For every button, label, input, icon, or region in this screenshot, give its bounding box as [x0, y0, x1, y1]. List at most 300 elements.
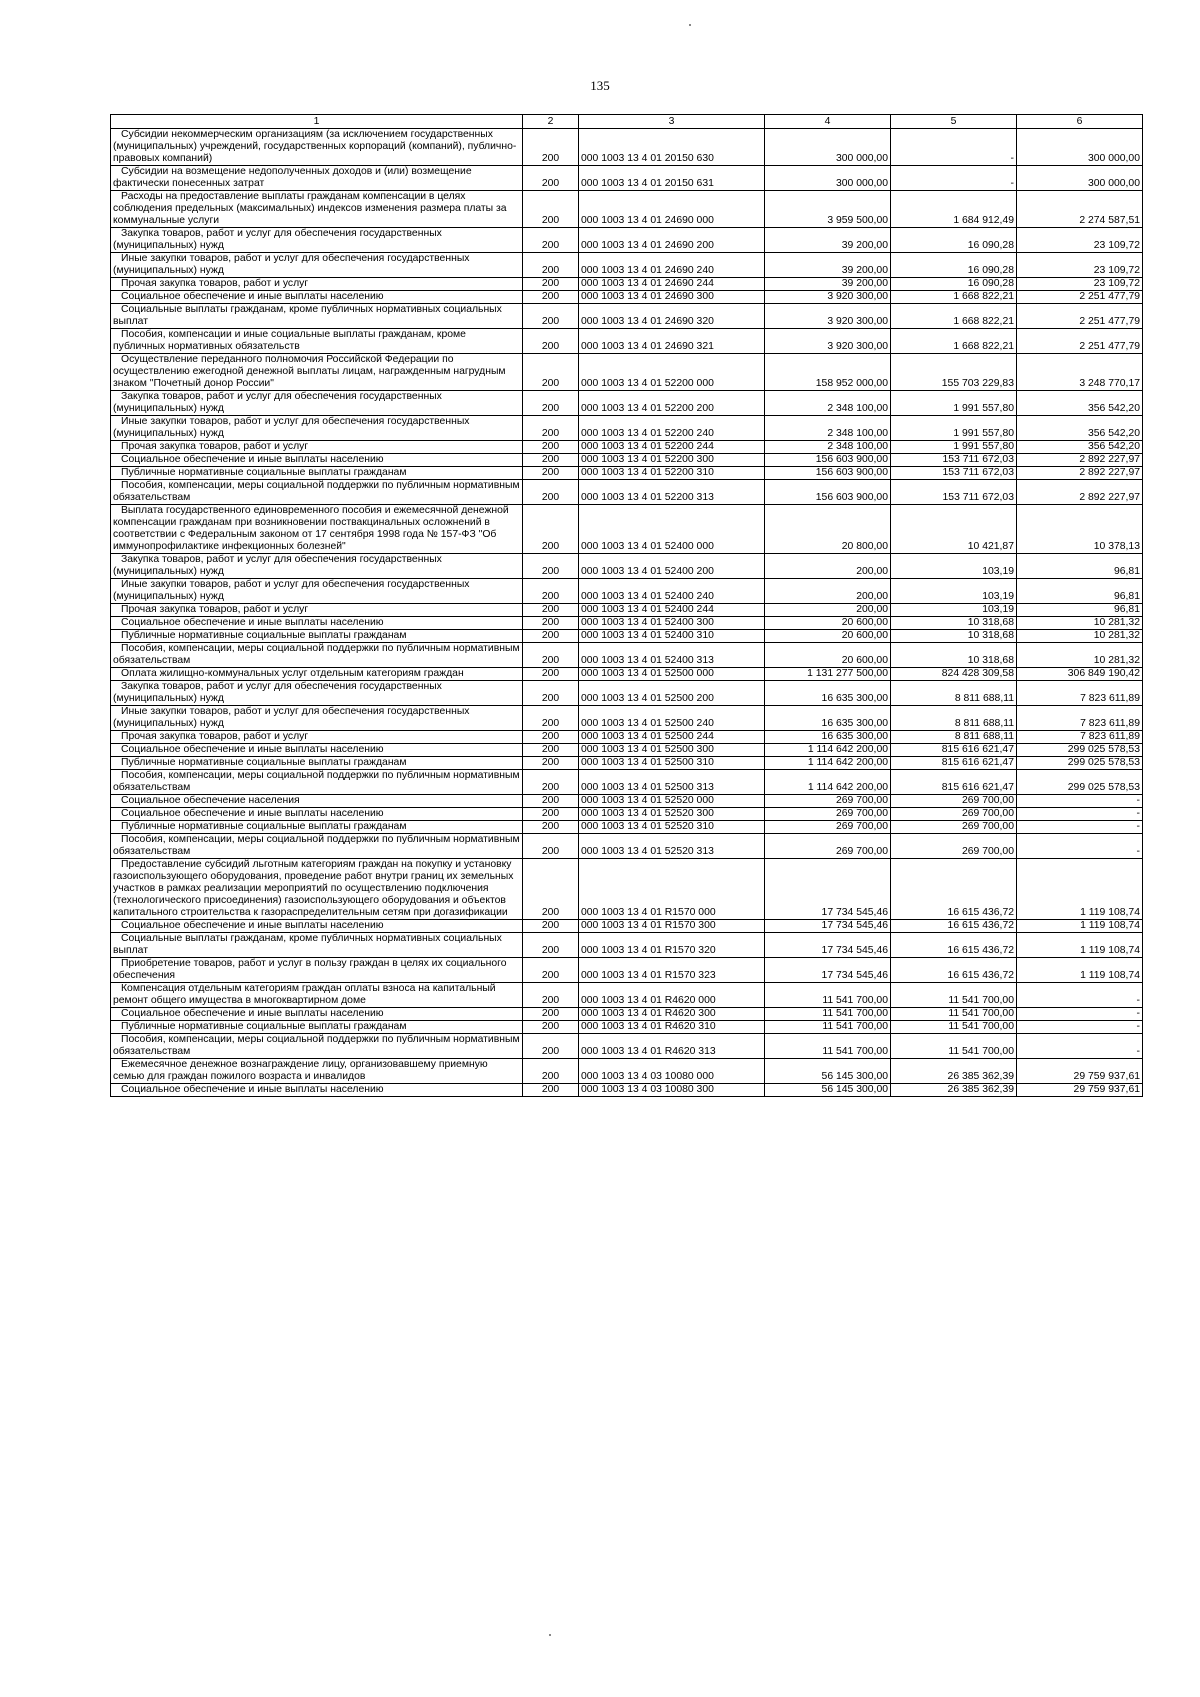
- row-description: Приобретение товаров, работ и услуг в пользу граждан в целях их социального обеспечения: [111, 958, 523, 983]
- budget-execution-table: [110, 114, 1143, 1097]
- row-line-code: 200: [523, 668, 579, 681]
- row-description: Пособия, компенсации, меры социальной поддержки по публичным нормативным обязательствам: [111, 834, 523, 859]
- row-unexecuted-amount: 96,81: [1017, 579, 1143, 604]
- row-executed-amount: 1 991 557,80: [891, 416, 1017, 441]
- table-row: [111, 834, 1143, 859]
- row-unexecuted-amount: 1 119 108,74: [1017, 933, 1143, 958]
- scan-speck: [689, 24, 691, 26]
- row-budget-code: 000 1003 13 4 01 52200 240: [579, 416, 765, 441]
- row-description: Социальные выплаты гражданам, кроме публичных нормативных социальных выплат: [111, 933, 523, 958]
- row-description: Социальное обеспечение и иные выплаты населению: [111, 291, 523, 304]
- row-description: Социальное обеспечение и иные выплаты населению: [111, 808, 523, 821]
- table-row: [111, 744, 1143, 757]
- table-row: [111, 278, 1143, 291]
- row-unexecuted-amount: 299 025 578,53: [1017, 770, 1143, 795]
- row-budget-code: 000 1003 13 4 01 24690 000: [579, 191, 765, 228]
- row-unexecuted-amount: 3 248 770,17: [1017, 354, 1143, 391]
- row-approved-amount: 3 920 300,00: [765, 329, 891, 354]
- row-budget-code: 000 1003 13 4 01 52520 000: [579, 795, 765, 808]
- row-approved-amount: 11 541 700,00: [765, 1008, 891, 1021]
- row-executed-amount: 11 541 700,00: [891, 1021, 1017, 1034]
- row-budget-code: 000 1003 13 4 01 52200 300: [579, 454, 765, 467]
- row-unexecuted-amount: 10 281,32: [1017, 643, 1143, 668]
- row-unexecuted-amount: -: [1017, 834, 1143, 859]
- column-number-1: 1: [111, 115, 523, 129]
- row-approved-amount: 200,00: [765, 604, 891, 617]
- table-row: [111, 643, 1143, 668]
- row-executed-amount: 10 318,68: [891, 630, 1017, 643]
- row-budget-code: 000 1003 13 4 01 24690 320: [579, 304, 765, 329]
- row-unexecuted-amount: 10 281,32: [1017, 630, 1143, 643]
- row-budget-code: 000 1003 13 4 01 24690 300: [579, 291, 765, 304]
- table-row: [111, 129, 1143, 166]
- row-description: Компенсация отдельным категориям граждан оплаты взноса на капитальный ремонт общего имущества в многоквартирном доме: [111, 983, 523, 1008]
- row-budget-code: 000 1003 13 4 01 52500 310: [579, 757, 765, 770]
- row-approved-amount: 1 114 642 200,00: [765, 770, 891, 795]
- row-line-code: 200: [523, 744, 579, 757]
- table-row: [111, 228, 1143, 253]
- row-line-code: 200: [523, 681, 579, 706]
- row-budget-code: 000 1003 13 4 01 R1570 320: [579, 933, 765, 958]
- row-unexecuted-amount: 10 378,13: [1017, 505, 1143, 554]
- row-executed-amount: 10 318,68: [891, 643, 1017, 668]
- row-line-code: 200: [523, 706, 579, 731]
- row-approved-amount: 17 734 545,46: [765, 958, 891, 983]
- row-approved-amount: 1 131 277 500,00: [765, 668, 891, 681]
- row-budget-code: 000 1003 13 4 01 24690 200: [579, 228, 765, 253]
- row-approved-amount: 16 635 300,00: [765, 731, 891, 744]
- row-executed-amount: 10 421,87: [891, 505, 1017, 554]
- table-row: [111, 808, 1143, 821]
- row-description: Закупка товаров, работ и услуг для обеспечения государственных (муниципальных) нужд: [111, 681, 523, 706]
- table-row: [111, 1021, 1143, 1034]
- row-description: Пособия, компенсации, меры социальной поддержки по публичным нормативным обязательствам: [111, 480, 523, 505]
- table-header: [111, 115, 1143, 129]
- row-approved-amount: 20 800,00: [765, 505, 891, 554]
- row-line-code: 200: [523, 191, 579, 228]
- row-line-code: 200: [523, 643, 579, 668]
- row-unexecuted-amount: -: [1017, 983, 1143, 1008]
- row-executed-amount: 103,19: [891, 554, 1017, 579]
- row-executed-amount: 1 684 912,49: [891, 191, 1017, 228]
- row-description: Социальные выплаты гражданам, кроме публичных нормативных социальных выплат: [111, 304, 523, 329]
- row-approved-amount: 2 348 100,00: [765, 391, 891, 416]
- row-executed-amount: 16 090,28: [891, 278, 1017, 291]
- row-unexecuted-amount: 10 281,32: [1017, 617, 1143, 630]
- row-approved-amount: 11 541 700,00: [765, 1021, 891, 1034]
- row-unexecuted-amount: 7 823 611,89: [1017, 731, 1143, 744]
- row-description: Прочая закупка товаров, работ и услуг: [111, 731, 523, 744]
- table-row: [111, 166, 1143, 191]
- row-budget-code: 000 1003 13 4 01 52400 200: [579, 554, 765, 579]
- row-executed-amount: 26 385 362,39: [891, 1059, 1017, 1084]
- row-approved-amount: 156 603 900,00: [765, 467, 891, 480]
- table-row: [111, 505, 1143, 554]
- row-line-code: 200: [523, 1034, 579, 1059]
- row-executed-amount: 1 991 557,80: [891, 391, 1017, 416]
- row-description: Социальное обеспечение и иные выплаты населению: [111, 454, 523, 467]
- row-line-code: 200: [523, 166, 579, 191]
- row-description: Публичные нормативные социальные выплаты гражданам: [111, 757, 523, 770]
- row-description: Закупка товаров, работ и услуг для обеспечения государственных (муниципальных) нужд: [111, 228, 523, 253]
- row-budget-code: 000 1003 13 4 01 52200 000: [579, 354, 765, 391]
- row-unexecuted-amount: -: [1017, 821, 1143, 834]
- row-approved-amount: 2 348 100,00: [765, 416, 891, 441]
- row-approved-amount: 20 600,00: [765, 643, 891, 668]
- row-line-code: 200: [523, 253, 579, 278]
- row-unexecuted-amount: -: [1017, 1021, 1143, 1034]
- row-executed-amount: 1 668 822,21: [891, 329, 1017, 354]
- row-line-code: 200: [523, 795, 579, 808]
- row-unexecuted-amount: -: [1017, 1034, 1143, 1059]
- row-approved-amount: 2 348 100,00: [765, 441, 891, 454]
- row-budget-code: 000 1003 13 4 01 24690 240: [579, 253, 765, 278]
- row-executed-amount: 153 711 672,03: [891, 467, 1017, 480]
- row-line-code: 200: [523, 834, 579, 859]
- row-budget-code: 000 1003 13 4 01 20150 631: [579, 166, 765, 191]
- row-line-code: 200: [523, 808, 579, 821]
- row-executed-amount: 153 711 672,03: [891, 454, 1017, 467]
- row-line-code: 200: [523, 454, 579, 467]
- row-budget-code: 000 1003 13 4 01 52400 000: [579, 505, 765, 554]
- row-line-code: 200: [523, 1021, 579, 1034]
- row-approved-amount: 56 145 300,00: [765, 1084, 891, 1097]
- row-line-code: 200: [523, 278, 579, 291]
- row-description: Пособия, компенсации, меры социальной поддержки по публичным нормативным обязательствам: [111, 770, 523, 795]
- row-approved-amount: 11 541 700,00: [765, 1034, 891, 1059]
- row-line-code: 200: [523, 304, 579, 329]
- row-approved-amount: 269 700,00: [765, 808, 891, 821]
- row-unexecuted-amount: -: [1017, 1008, 1143, 1021]
- row-description: Пособия, компенсации и иные социальные выплаты гражданам, кроме публичных нормативных обязательств: [111, 329, 523, 354]
- row-executed-amount: 1 668 822,21: [891, 291, 1017, 304]
- table-row: [111, 416, 1143, 441]
- row-approved-amount: 39 200,00: [765, 228, 891, 253]
- row-executed-amount: 815 616 621,47: [891, 744, 1017, 757]
- row-executed-amount: 155 703 229,83: [891, 354, 1017, 391]
- table-row: [111, 920, 1143, 933]
- row-line-code: 200: [523, 821, 579, 834]
- row-approved-amount: 20 600,00: [765, 630, 891, 643]
- row-approved-amount: 3 920 300,00: [765, 291, 891, 304]
- row-line-code: 200: [523, 416, 579, 441]
- row-executed-amount: 16 090,28: [891, 253, 1017, 278]
- table-row: [111, 630, 1143, 643]
- row-approved-amount: 20 600,00: [765, 617, 891, 630]
- row-unexecuted-amount: 300 000,00: [1017, 166, 1143, 191]
- row-unexecuted-amount: 7 823 611,89: [1017, 706, 1143, 731]
- row-unexecuted-amount: 29 759 937,61: [1017, 1084, 1143, 1097]
- row-executed-amount: 11 541 700,00: [891, 1034, 1017, 1059]
- row-line-code: 200: [523, 579, 579, 604]
- row-line-code: 200: [523, 630, 579, 643]
- row-approved-amount: 269 700,00: [765, 834, 891, 859]
- row-budget-code: 000 1003 13 4 01 52520 313: [579, 834, 765, 859]
- row-budget-code: 000 1003 13 4 01 52500 000: [579, 668, 765, 681]
- row-description: Расходы на предоставление выплаты гражданам компенсации в целях соблюдения предельных (максимальных) индексов изменения размера платы за коммунальные услуги: [111, 191, 523, 228]
- row-budget-code: 000 1003 13 4 01 52500 240: [579, 706, 765, 731]
- row-description: Оплата жилищно-коммунальных услуг отдельным категориям граждан: [111, 668, 523, 681]
- row-budget-code: 000 1003 13 4 01 52400 300: [579, 617, 765, 630]
- row-unexecuted-amount: 29 759 937,61: [1017, 1059, 1143, 1084]
- row-approved-amount: 1 114 642 200,00: [765, 744, 891, 757]
- row-executed-amount: 16 615 436,72: [891, 859, 1017, 920]
- row-budget-code: 000 1003 13 4 01 52520 300: [579, 808, 765, 821]
- row-executed-amount: 16 615 436,72: [891, 958, 1017, 983]
- table-row: [111, 731, 1143, 744]
- row-description: Пособия, компенсации, меры социальной поддержки по публичным нормативным обязательствам: [111, 643, 523, 668]
- row-budget-code: 000 1003 13 4 01 52400 240: [579, 579, 765, 604]
- row-description: Осуществление переданного полномочия Российской Федерации по осуществлению ежегодной денежной выплаты лицам, награжденным нагрудным знаком "Почетный донор России": [111, 354, 523, 391]
- row-line-code: 200: [523, 480, 579, 505]
- row-budget-code: 000 1003 13 4 01 52520 310: [579, 821, 765, 834]
- row-approved-amount: 200,00: [765, 579, 891, 604]
- row-unexecuted-amount: 356 542,20: [1017, 416, 1143, 441]
- row-line-code: 200: [523, 859, 579, 920]
- row-line-code: 200: [523, 958, 579, 983]
- table-row: [111, 291, 1143, 304]
- row-description: Закупка товаров, работ и услуг для обеспечения государственных (муниципальных) нужд: [111, 391, 523, 416]
- row-executed-amount: -: [891, 166, 1017, 191]
- row-description: Социальное обеспечение и иные выплаты населению: [111, 744, 523, 757]
- row-line-code: 200: [523, 617, 579, 630]
- row-line-code: 200: [523, 467, 579, 480]
- row-description: Субсидии на возмещение недополученных доходов и (или) возмещение фактически понесенных затрат: [111, 166, 523, 191]
- row-unexecuted-amount: -: [1017, 808, 1143, 821]
- row-approved-amount: 156 603 900,00: [765, 454, 891, 467]
- row-description: Пособия, компенсации, меры социальной поддержки по публичным нормативным обязательствам: [111, 1034, 523, 1059]
- row-executed-amount: 269 700,00: [891, 808, 1017, 821]
- row-budget-code: 000 1003 13 4 01 52500 313: [579, 770, 765, 795]
- row-description: Публичные нормативные социальные выплаты гражданам: [111, 821, 523, 834]
- row-budget-code: 000 1003 13 4 01 52400 244: [579, 604, 765, 617]
- row-unexecuted-amount: 1 119 108,74: [1017, 958, 1143, 983]
- table-row: [111, 441, 1143, 454]
- row-budget-code: 000 1003 13 4 01 R1570 000: [579, 859, 765, 920]
- table-row: [111, 191, 1143, 228]
- table-row: [111, 1084, 1143, 1097]
- table-row: [111, 617, 1143, 630]
- row-unexecuted-amount: 96,81: [1017, 554, 1143, 579]
- row-approved-amount: 269 700,00: [765, 795, 891, 808]
- row-line-code: 200: [523, 983, 579, 1008]
- row-line-code: 200: [523, 228, 579, 253]
- row-approved-amount: 16 635 300,00: [765, 706, 891, 731]
- row-approved-amount: 39 200,00: [765, 253, 891, 278]
- row-approved-amount: 16 635 300,00: [765, 681, 891, 706]
- table-row: [111, 933, 1143, 958]
- row-executed-amount: 26 385 362,39: [891, 1084, 1017, 1097]
- table-row: [111, 454, 1143, 467]
- column-number-2: 2: [523, 115, 579, 129]
- row-description: Иные закупки товаров, работ и услуг для обеспечения государственных (муниципальных) нужд: [111, 416, 523, 441]
- row-executed-amount: -: [891, 129, 1017, 166]
- row-budget-code: 000 1003 13 4 01 R1570 323: [579, 958, 765, 983]
- table-row: [111, 1008, 1143, 1021]
- row-executed-amount: 103,19: [891, 579, 1017, 604]
- row-unexecuted-amount: 23 109,72: [1017, 228, 1143, 253]
- table-row: [111, 354, 1143, 391]
- row-line-code: 200: [523, 505, 579, 554]
- row-budget-code: 000 1003 13 4 01 24690 321: [579, 329, 765, 354]
- row-budget-code: 000 1003 13 4 01 R4620 313: [579, 1034, 765, 1059]
- row-executed-amount: 11 541 700,00: [891, 1008, 1017, 1021]
- row-description: Прочая закупка товаров, работ и услуг: [111, 441, 523, 454]
- row-line-code: 200: [523, 770, 579, 795]
- table-row: [111, 821, 1143, 834]
- table-row: [111, 706, 1143, 731]
- column-number-5: 5: [891, 115, 1017, 129]
- row-approved-amount: 200,00: [765, 554, 891, 579]
- row-approved-amount: 300 000,00: [765, 166, 891, 191]
- row-line-code: 200: [523, 1059, 579, 1084]
- row-line-code: 200: [523, 604, 579, 617]
- table-row: [111, 757, 1143, 770]
- row-executed-amount: 269 700,00: [891, 795, 1017, 808]
- table-row: [111, 668, 1143, 681]
- row-unexecuted-amount: 356 542,20: [1017, 441, 1143, 454]
- row-unexecuted-amount: 2 251 477,79: [1017, 291, 1143, 304]
- row-unexecuted-amount: 2 892 227,97: [1017, 454, 1143, 467]
- row-unexecuted-amount: 7 823 611,89: [1017, 681, 1143, 706]
- table-row: [111, 681, 1143, 706]
- row-description: Иные закупки товаров, работ и услуг для обеспечения государственных (муниципальных) нужд: [111, 579, 523, 604]
- table-row: [111, 983, 1143, 1008]
- row-approved-amount: 56 145 300,00: [765, 1059, 891, 1084]
- row-budget-code: 000 1003 13 4 01 R4620 300: [579, 1008, 765, 1021]
- row-line-code: 200: [523, 1084, 579, 1097]
- row-budget-code: 000 1003 13 4 01 52500 244: [579, 731, 765, 744]
- row-executed-amount: 16 615 436,72: [891, 920, 1017, 933]
- row-budget-code: 000 1003 13 4 01 52500 300: [579, 744, 765, 757]
- row-description: Социальное обеспечение и иные выплаты населению: [111, 617, 523, 630]
- row-executed-amount: 815 616 621,47: [891, 757, 1017, 770]
- table-row: [111, 329, 1143, 354]
- row-approved-amount: 3 959 500,00: [765, 191, 891, 228]
- row-unexecuted-amount: 2 892 227,97: [1017, 480, 1143, 505]
- row-unexecuted-amount: 2 892 227,97: [1017, 467, 1143, 480]
- row-budget-code: 000 1003 13 4 01 52200 244: [579, 441, 765, 454]
- row-unexecuted-amount: 1 119 108,74: [1017, 920, 1143, 933]
- row-budget-code: 000 1003 13 4 01 R4620 000: [579, 983, 765, 1008]
- table-row: [111, 253, 1143, 278]
- row-approved-amount: 17 734 545,46: [765, 933, 891, 958]
- row-executed-amount: 824 428 309,58: [891, 668, 1017, 681]
- table-row: [111, 467, 1143, 480]
- row-unexecuted-amount: 2 274 587,51: [1017, 191, 1143, 228]
- row-description: Публичные нормативные социальные выплаты гражданам: [111, 1021, 523, 1034]
- row-line-code: 200: [523, 554, 579, 579]
- row-approved-amount: 158 952 000,00: [765, 354, 891, 391]
- row-approved-amount: 3 920 300,00: [765, 304, 891, 329]
- row-unexecuted-amount: 96,81: [1017, 604, 1143, 617]
- row-executed-amount: 815 616 621,47: [891, 770, 1017, 795]
- row-executed-amount: 8 811 688,11: [891, 731, 1017, 744]
- row-executed-amount: 103,19: [891, 604, 1017, 617]
- row-description: Социальное обеспечение и иные выплаты населению: [111, 920, 523, 933]
- table-row: [111, 304, 1143, 329]
- row-description: Субсидии некоммерческим организациям (за исключением государственных (муниципальных) учреждений, государственных корпораций (компаний), публично-правовых компаний): [111, 129, 523, 166]
- column-number-row: [111, 115, 1143, 129]
- row-description: Иные закупки товаров, работ и услуг для обеспечения государственных (муниципальных) нужд: [111, 253, 523, 278]
- row-unexecuted-amount: 299 025 578,53: [1017, 757, 1143, 770]
- row-executed-amount: 16 090,28: [891, 228, 1017, 253]
- row-line-code: 200: [523, 920, 579, 933]
- table-row: [111, 1059, 1143, 1084]
- row-unexecuted-amount: 2 251 477,79: [1017, 304, 1143, 329]
- row-description: Иные закупки товаров, работ и услуг для обеспечения государственных (муниципальных) нужд: [111, 706, 523, 731]
- table-row: [111, 554, 1143, 579]
- row-approved-amount: 156 603 900,00: [765, 480, 891, 505]
- table-body: [111, 129, 1143, 1097]
- row-executed-amount: 269 700,00: [891, 821, 1017, 834]
- row-unexecuted-amount: 1 119 108,74: [1017, 859, 1143, 920]
- row-unexecuted-amount: 356 542,20: [1017, 391, 1143, 416]
- row-description: Социальное обеспечение и иные выплаты населению: [111, 1084, 523, 1097]
- row-budget-code: 000 1003 13 4 01 52500 200: [579, 681, 765, 706]
- row-line-code: 200: [523, 441, 579, 454]
- row-description: Прочая закупка товаров, работ и услуг: [111, 604, 523, 617]
- row-description: Предоставление субсидий льготным категориям граждан на покупку и установку газоиспользующего оборудования, проведение работ внутри границ их земельных участков в рамках реализации мероприятий по осуществлению подключения (технологического присоединения) газоиспользующего оборудования и объектов капитального строительства к газораспределительным сетям при догазификации: [111, 859, 523, 920]
- row-budget-code: 000 1003 13 4 03 10080 000: [579, 1059, 765, 1084]
- row-approved-amount: 300 000,00: [765, 129, 891, 166]
- column-number-4: 4: [765, 115, 891, 129]
- row-budget-code: 000 1003 13 4 01 20150 630: [579, 129, 765, 166]
- row-line-code: 200: [523, 329, 579, 354]
- row-executed-amount: 153 711 672,03: [891, 480, 1017, 505]
- table-row: [111, 480, 1143, 505]
- row-budget-code: 000 1003 13 4 01 R4620 310: [579, 1021, 765, 1034]
- row-executed-amount: 16 615 436,72: [891, 933, 1017, 958]
- row-unexecuted-amount: -: [1017, 795, 1143, 808]
- row-description: Публичные нормативные социальные выплаты гражданам: [111, 467, 523, 480]
- row-unexecuted-amount: 23 109,72: [1017, 253, 1143, 278]
- row-budget-code: 000 1003 13 4 01 52200 313: [579, 480, 765, 505]
- column-number-3: 3: [579, 115, 765, 129]
- row-executed-amount: 11 541 700,00: [891, 983, 1017, 1008]
- row-description: Закупка товаров, работ и услуг для обеспечения государственных (муниципальных) нужд: [111, 554, 523, 579]
- row-budget-code: 000 1003 13 4 01 R1570 300: [579, 920, 765, 933]
- table-row: [111, 1034, 1143, 1059]
- row-line-code: 200: [523, 391, 579, 416]
- row-budget-code: 000 1003 13 4 01 52400 313: [579, 643, 765, 668]
- table-row: [111, 795, 1143, 808]
- row-description: Выплата государственного единовременного пособия и ежемесячной денежной компенсации гражданам при возникновении поствакцинальных осложнений в соответствии с Федеральным законом от 17 сентября 1998 года № 157-ФЗ "Об иммунопрофилактике инфекционных болезней": [111, 505, 523, 554]
- row-line-code: 200: [523, 933, 579, 958]
- row-unexecuted-amount: 23 109,72: [1017, 278, 1143, 291]
- row-approved-amount: 11 541 700,00: [765, 983, 891, 1008]
- row-budget-code: 000 1003 13 4 01 24690 244: [579, 278, 765, 291]
- table-row: [111, 579, 1143, 604]
- row-description: Прочая закупка товаров, работ и услуг: [111, 278, 523, 291]
- row-line-code: 200: [523, 129, 579, 166]
- row-executed-amount: 8 811 688,11: [891, 681, 1017, 706]
- row-approved-amount: 1 114 642 200,00: [765, 757, 891, 770]
- row-budget-code: 000 1003 13 4 01 52200 310: [579, 467, 765, 480]
- row-executed-amount: 1 668 822,21: [891, 304, 1017, 329]
- page-number: 135: [590, 78, 610, 93]
- table-row: [111, 604, 1143, 617]
- row-executed-amount: 10 318,68: [891, 617, 1017, 630]
- row-executed-amount: 8 811 688,11: [891, 706, 1017, 731]
- row-line-code: 200: [523, 731, 579, 744]
- row-line-code: 200: [523, 354, 579, 391]
- row-line-code: 200: [523, 1008, 579, 1021]
- row-description: Социальное обеспечение и иные выплаты населению: [111, 1008, 523, 1021]
- row-budget-code: 000 1003 13 4 01 52400 310: [579, 630, 765, 643]
- row-executed-amount: 269 700,00: [891, 834, 1017, 859]
- row-unexecuted-amount: 299 025 578,53: [1017, 744, 1143, 757]
